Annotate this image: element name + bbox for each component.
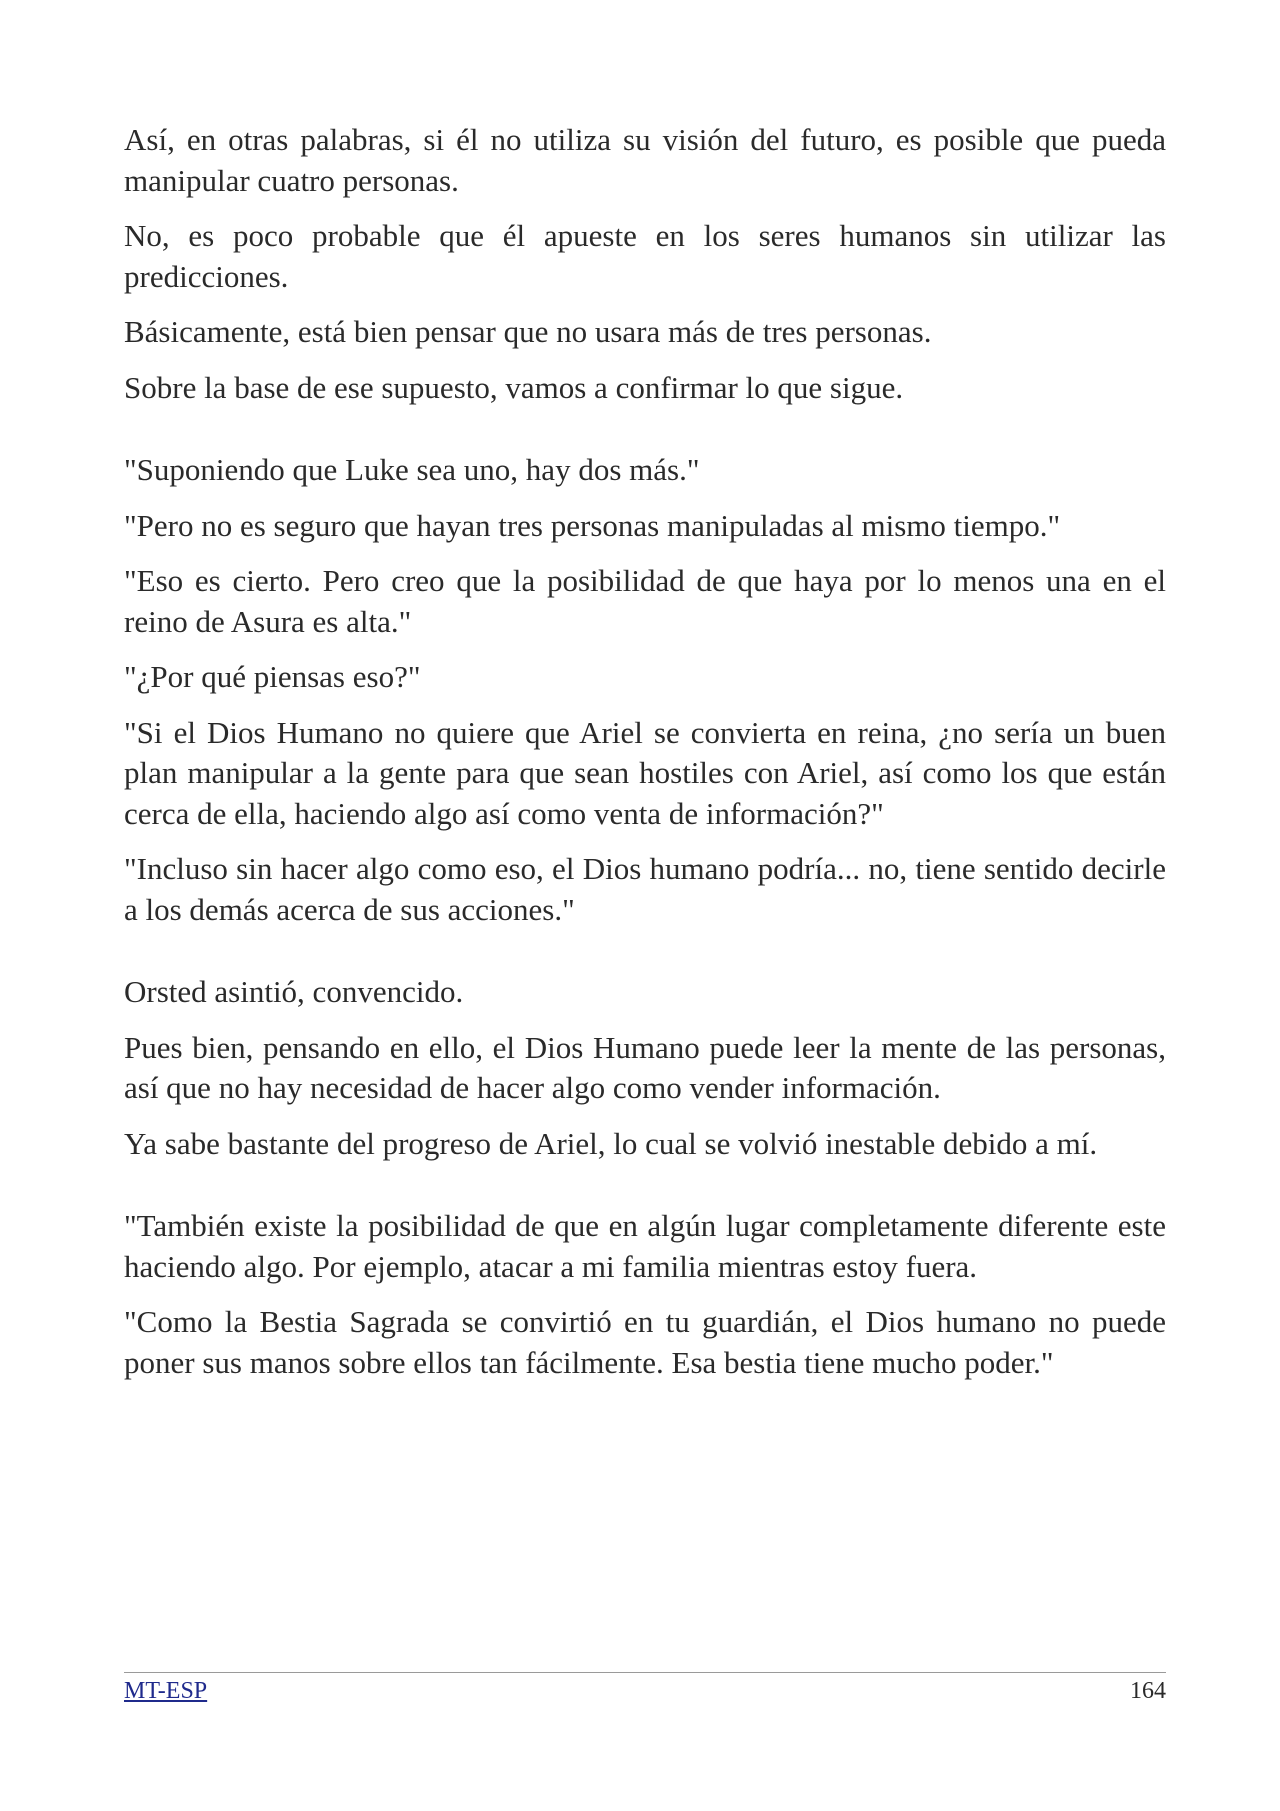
paragraph-2: No, es poco probable que él apueste en los seres humanos sin utilizar las predicciones. [124,218,1166,294]
paragraph-3: Básicamente, está bien pensar que no usara más de tres personas. [124,314,932,349]
paragraph-6: "Pero no es seguro que hayan tres personas manipuladas al mismo tiempo." [124,507,1061,543]
page-body [124,120,1166,1398]
paragraph-10: "Incluso sin hacer algo como eso, el Dios humano podría... no, tiene sentido decirle a los demás acerca de sus acciones." [124,851,1166,927]
paragraph-9: "Si el Dios Humano no quiere que Ariel se convierta en reina, ¿no sería un buen plan manipular a la gente para que sean hostiles con Ariel, así como los que están cerca de ella, haciendo algo así como venta de información?" [124,714,1166,831]
page-footer [124,1676,1166,1706]
page-number: 164 [1130,1678,1166,1704]
paragraph-12: Pues bien, pensando en ello, el Dios Humano puede leer la mente de las personas, así que no hay necesidad de hacer algo como vender información. [124,1029,1166,1105]
paragraph-15: "Como la Bestia Sagrada se convirtió en tu guardián, el Dios humano no puede poner sus manos sobre ellos tan fácilmente. Esa bestia tiene mucho poder." [124,1304,1166,1380]
paragraph-1: Así, en otras palabras, si él no utiliza su visión del futuro, es posible que pueda manipular cuatro personas. [124,122,1166,198]
paragraph-7: "Eso es cierto. Pero creo que la posibilidad de que haya por lo menos una en el reino de Asura es alta." [124,563,1166,639]
paragraph-13: Ya sabe bastante del progreso de Ariel, lo cual se volvió inestable debido a mí. [124,1125,1098,1161]
paragraph-14: "También existe la posibilidad de que en algún lugar completamente diferente este haciendo algo. Por ejemplo, atacar a mi familia mientras estoy fuera. [124,1208,1166,1284]
paragraph-8: "¿Por qué piensas eso?" [124,659,421,694]
paragraph-11: Orsted asintió, convencido. [124,974,464,1009]
footer-source-link[interactable]: MT-ESP [124,1678,208,1704]
footer-divider [124,1672,1166,1673]
paragraph-5: "Suponiendo que Luke sea uno, hay dos más." [124,452,700,487]
paragraph-4: Sobre la base de ese supuesto, vamos a confirmar lo que sigue. [124,369,904,405]
